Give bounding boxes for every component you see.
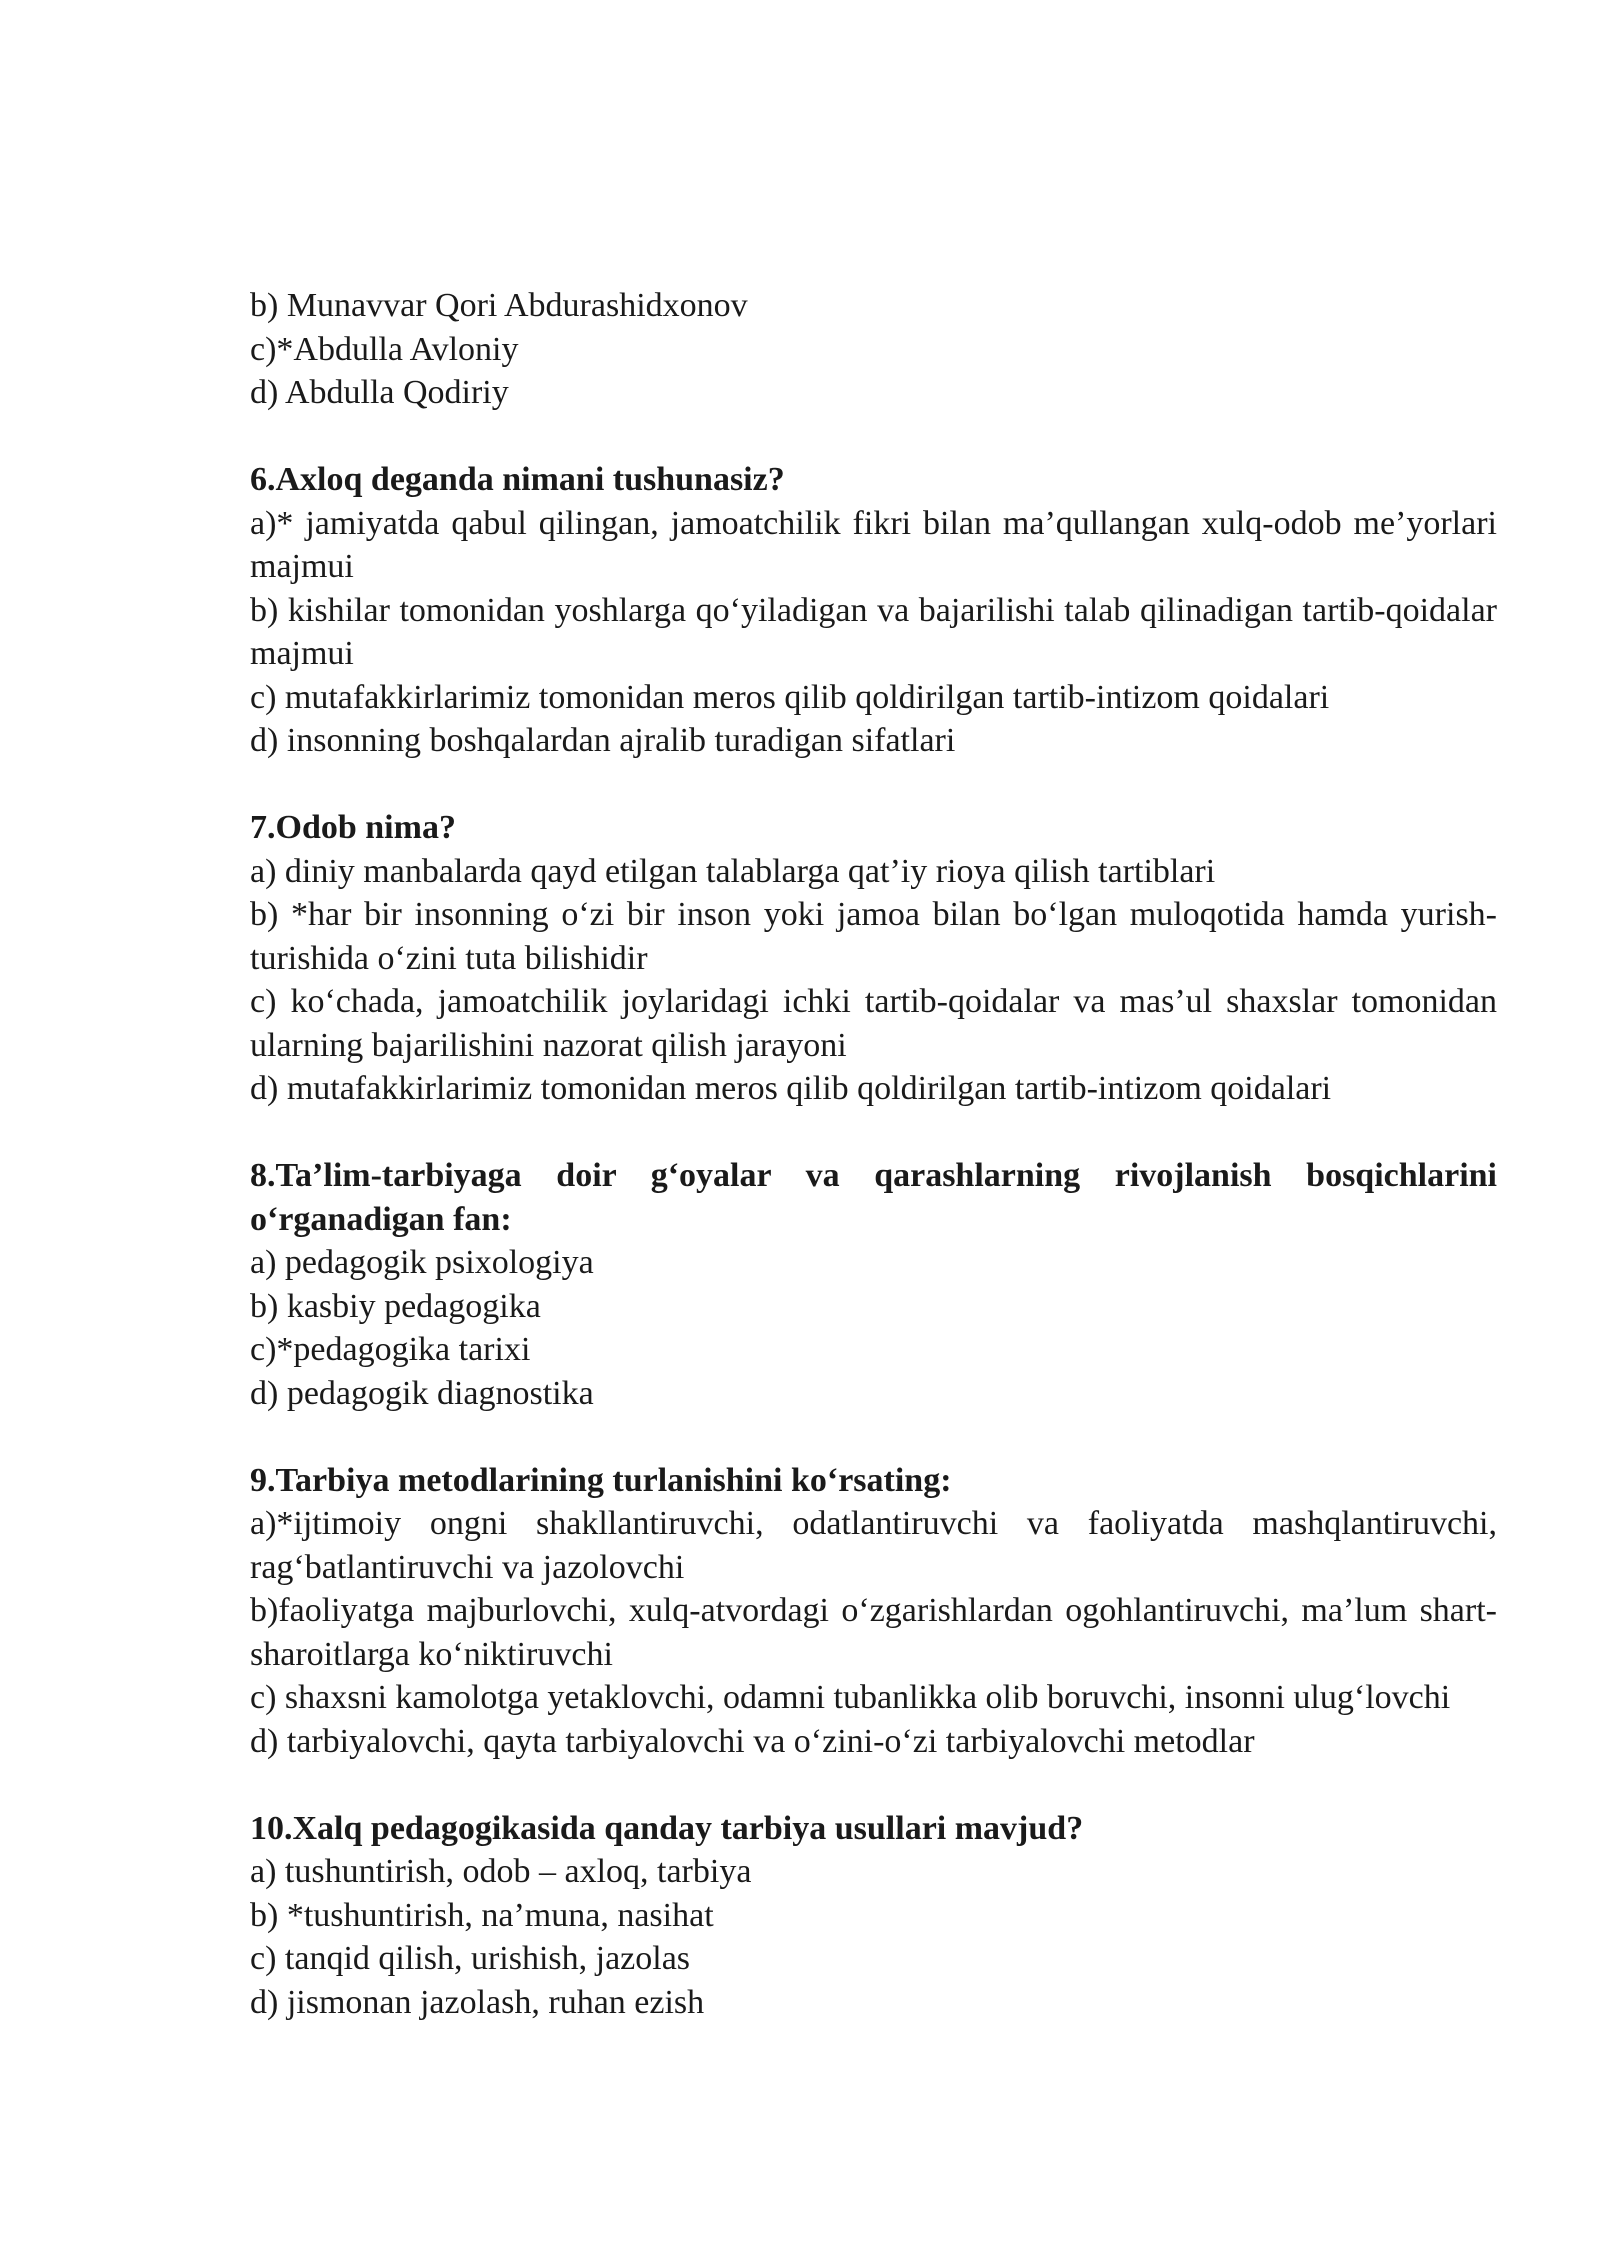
answer-option: b)faoliyatga majburlovchi, xulq-atvordagi o‘zgarishlardan ogohlantiruvchi, ma’lum shart-sharoitlarga ko‘niktiruvchi <box>250 1592 1497 1673</box>
answer-option: d) Abdulla Qodiriy <box>250 374 509 411</box>
answer-option: a)* jamiyatda qabul qilingan, jamoatchilik fikri bilan ma’qullangan xulq-odob me’yorlari majmui <box>250 504 1497 585</box>
answer-option: b) *tushuntirish, na’muna, nasihat <box>250 1896 714 1934</box>
answer-option: c) mutafakkirlarimiz tomonidan meros qilib qoldirilgan tartib-intizom qoidalari <box>250 678 1330 716</box>
answer-option: c) ko‘chada, jamoatchilik joylaridagi ichki tartib-qoidalar va mas’ul shaxslar tomonidan ularning bajarilishini nazorat qilish jarayoni <box>250 983 1497 1064</box>
question-6 <box>250 458 1497 763</box>
answer-option: c) shaxsni kamolotga yetaklovchi, odamni tubanlikka olib boruvchi, insonni ulug‘lovchi <box>250 1679 1451 1716</box>
question-10 <box>250 1807 1497 2025</box>
spacer <box>250 1111 1497 1155</box>
question-title: 9.Tarbiya metodlarining turlanishini ko‘rsating: <box>250 1461 952 1499</box>
question-8 <box>250 1154 1497 1415</box>
document-page <box>250 284 1497 2024</box>
spacer <box>250 415 1497 459</box>
answer-option: d) tarbiyalovchi, qayta tarbiyalovchi va o‘zini-o‘zi tarbiyalovchi metodlar <box>250 1722 1255 1760</box>
answer-option: c)*pedagogika tarixi <box>250 1331 531 1368</box>
answer-option: d) jismonan jazolash, ruhan ezish <box>250 1983 705 2021</box>
question-title: 10.Xalq pedagogikasida qanday tarbiya usullari mavjud? <box>250 1809 1084 1847</box>
answer-option: a) tushuntirish, odob – axloq, tarbiya <box>250 1853 752 1890</box>
answer-option: b) Munavvar Qori Abdurashidxonov <box>250 287 748 324</box>
answer-option: b) kishilar tomonidan yoshlarga qo‘yiladigan va bajarilishi talab qilinadigan tartib-qoidalar majmui <box>250 591 1497 672</box>
question-9 <box>250 1459 1497 1764</box>
answer-option: b) *har bir insonning o‘zi bir inson yoki jamoa bilan bo‘lgan muloqotida hamda yurish-turishida o‘zini tuta bilishidir <box>250 896 1497 977</box>
answer-option: a)*ijtimoiy ongni shakllantiruvchi, odatlantiruvchi va faoliyatda mashqlantiruvchi, rag‘batlantiruvchi va jazolovchi <box>250 1505 1497 1586</box>
answer-option: a) diniy manbalarda qayd etilgan talablarga qat’iy rioya qilish tartiblari <box>250 852 1216 890</box>
question-title: 7.Odob nima? <box>250 809 456 846</box>
question-title: 6.Axloq deganda nimani tushunasiz? <box>250 461 785 498</box>
answer-option: c) tanqid qilish, urishish, jazolas <box>250 1940 691 1977</box>
spacer <box>250 1415 1497 1459</box>
answer-option: d) pedagogik diagnostika <box>250 1374 594 1412</box>
spacer <box>250 763 1497 807</box>
previous-question-options <box>250 284 1497 415</box>
answer-option: c)*Abdulla Avloniy <box>250 330 519 368</box>
question-7 <box>250 806 1497 1111</box>
question-title: 8.Ta’lim-tarbiyaga doir g‘oyalar va qarashlarning rivojlanish bosqichlarini o‘rganadigan fan: <box>250 1157 1497 1238</box>
spacer <box>250 1763 1497 1807</box>
answer-option: b) kasbiy pedagogika <box>250 1287 541 1325</box>
answer-option: d) mutafakkirlarimiz tomonidan meros qilib qoldirilgan tartib-intizom qoidalari <box>250 1070 1332 1107</box>
answer-option: a) pedagogik psixologiya <box>250 1244 594 1281</box>
answer-option: d) insonning boshqalardan ajralib turadigan sifatlari <box>250 722 956 759</box>
